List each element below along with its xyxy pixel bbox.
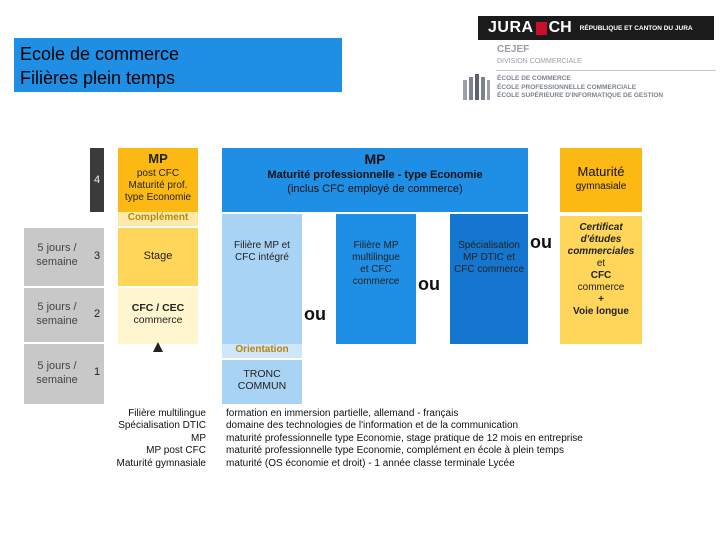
certificat-cfc: CFC [590,270,612,281]
logo-brand-right: CH [548,19,572,36]
ou-label: ou [418,274,440,294]
legend-definition: maturité (OS économie et droit) - 1 année classe terminale Lycée [226,457,515,469]
mp-post-cfc-box [118,148,198,212]
cfc-cec-title: CFC / CEC [131,302,185,314]
legend-term: MP [191,432,206,444]
org-division: DIVISION COMMERCIALE [497,58,582,65]
mp-header-box [222,148,528,212]
logo-tagline: RÉPUBLIQUE ET CANTON DU JURA [579,24,693,32]
mp-post-cfc-title: MP [148,151,168,166]
filiere-mp-multilingue-box [336,214,416,344]
year-2-days-cell [24,288,90,342]
maturite-title: Maturité [577,164,625,179]
title-line-2: Filières plein temps [20,68,176,88]
legend-term: MP post CFC [146,445,206,457]
mp-header-title: MP [364,151,386,167]
ou-label: ou [304,304,326,324]
cfc-cec-sub: commerce [133,314,183,326]
orientation-label: Orientation [222,344,302,358]
certificat-et: et [596,258,606,269]
year-2-days: 5 jours / semaine [36,301,78,327]
logo-divider [496,70,716,71]
school-item: ÉCOLE PROFESSIONNELLE COMMERCIALE [497,83,637,91]
filiere-name: Filière MP multilingue et CFC commerce [352,240,400,287]
certificat-label: Certificat d'études commerciales [567,222,635,257]
year-3-label: 3 [90,228,104,286]
org-name: CEJEF [497,44,530,55]
school-item: ÉCOLE SUPÉRIEURE D'INFORMATIQUE DE GESTION [497,92,664,99]
legend-term: Maturité gymnasiale [116,457,206,469]
legend-terms [106,408,206,470]
certificat-plus: + [598,294,604,305]
cfc-cec-box [118,288,198,344]
school-item: ÉCOLE DE COMMERCE [497,75,571,82]
title-line-1: Ecole de commerce [20,44,180,64]
year-1-days-cell [24,344,90,404]
year-3-days: 5 jours / semaine [36,242,78,268]
legend-definition: formation en immersion partielle, allemand - français [226,408,459,419]
mp-header-line2: (inclus CFC employé de commerce) [287,183,463,195]
tronc-commun-box [222,360,302,404]
school-list [497,75,663,101]
specialisation-dtic-box [450,214,528,344]
maturite-subtitle: gymnasiale [575,181,627,192]
jura-logo [478,16,714,40]
tronc-commun-label: TRONC COMMUN [237,368,287,392]
year-4-label: 4 [90,148,104,212]
logo-brand-left: JURA [488,19,534,36]
legend-term: Spécialisation DTIC [118,420,206,432]
filiere-name: Filière MP et CFC intégré [234,240,290,263]
stage-box [118,228,198,286]
certificat-voie-longue: Voie longue [573,306,629,317]
stage-label: Stage [143,250,173,262]
filiere-name: Spécialisation MP DTIC et CFC commerce [454,240,525,275]
year-1-days: 5 jours / semaine [36,360,78,386]
year-2-label: 2 [90,288,104,342]
filiere-mp-cfc-integre-box [222,214,302,344]
mp-header-line1: Maturité professionnelle - type Economie [267,169,483,181]
complement-label: Complément [118,212,198,226]
certificat-commerce: commerce [577,282,625,293]
legend-definitions [226,408,646,470]
certificat-box [560,216,642,344]
arrow-up-icon [150,340,166,356]
building-columns-icon [462,74,490,100]
maturite-gymnasiale-box [560,148,642,212]
ou-label: ou [530,232,552,252]
mp-post-cfc-text: post CFC Maturité prof. type Economie [124,168,192,203]
legend-definition: domaine des technologies de l'information et de la communication [226,420,519,432]
flag-icon [536,22,547,35]
year-3-days-cell [24,228,90,286]
legend-definition: maturité professionnelle type Economie, stage pratique de 12 mois en entreprise [226,432,583,444]
page-title [14,38,342,92]
year-1-label: 1 [90,344,104,404]
legend-definition: maturité professionnelle type Economie, complément en école à plein temps [226,445,564,457]
legend-term: Filière multilingue [128,408,206,419]
